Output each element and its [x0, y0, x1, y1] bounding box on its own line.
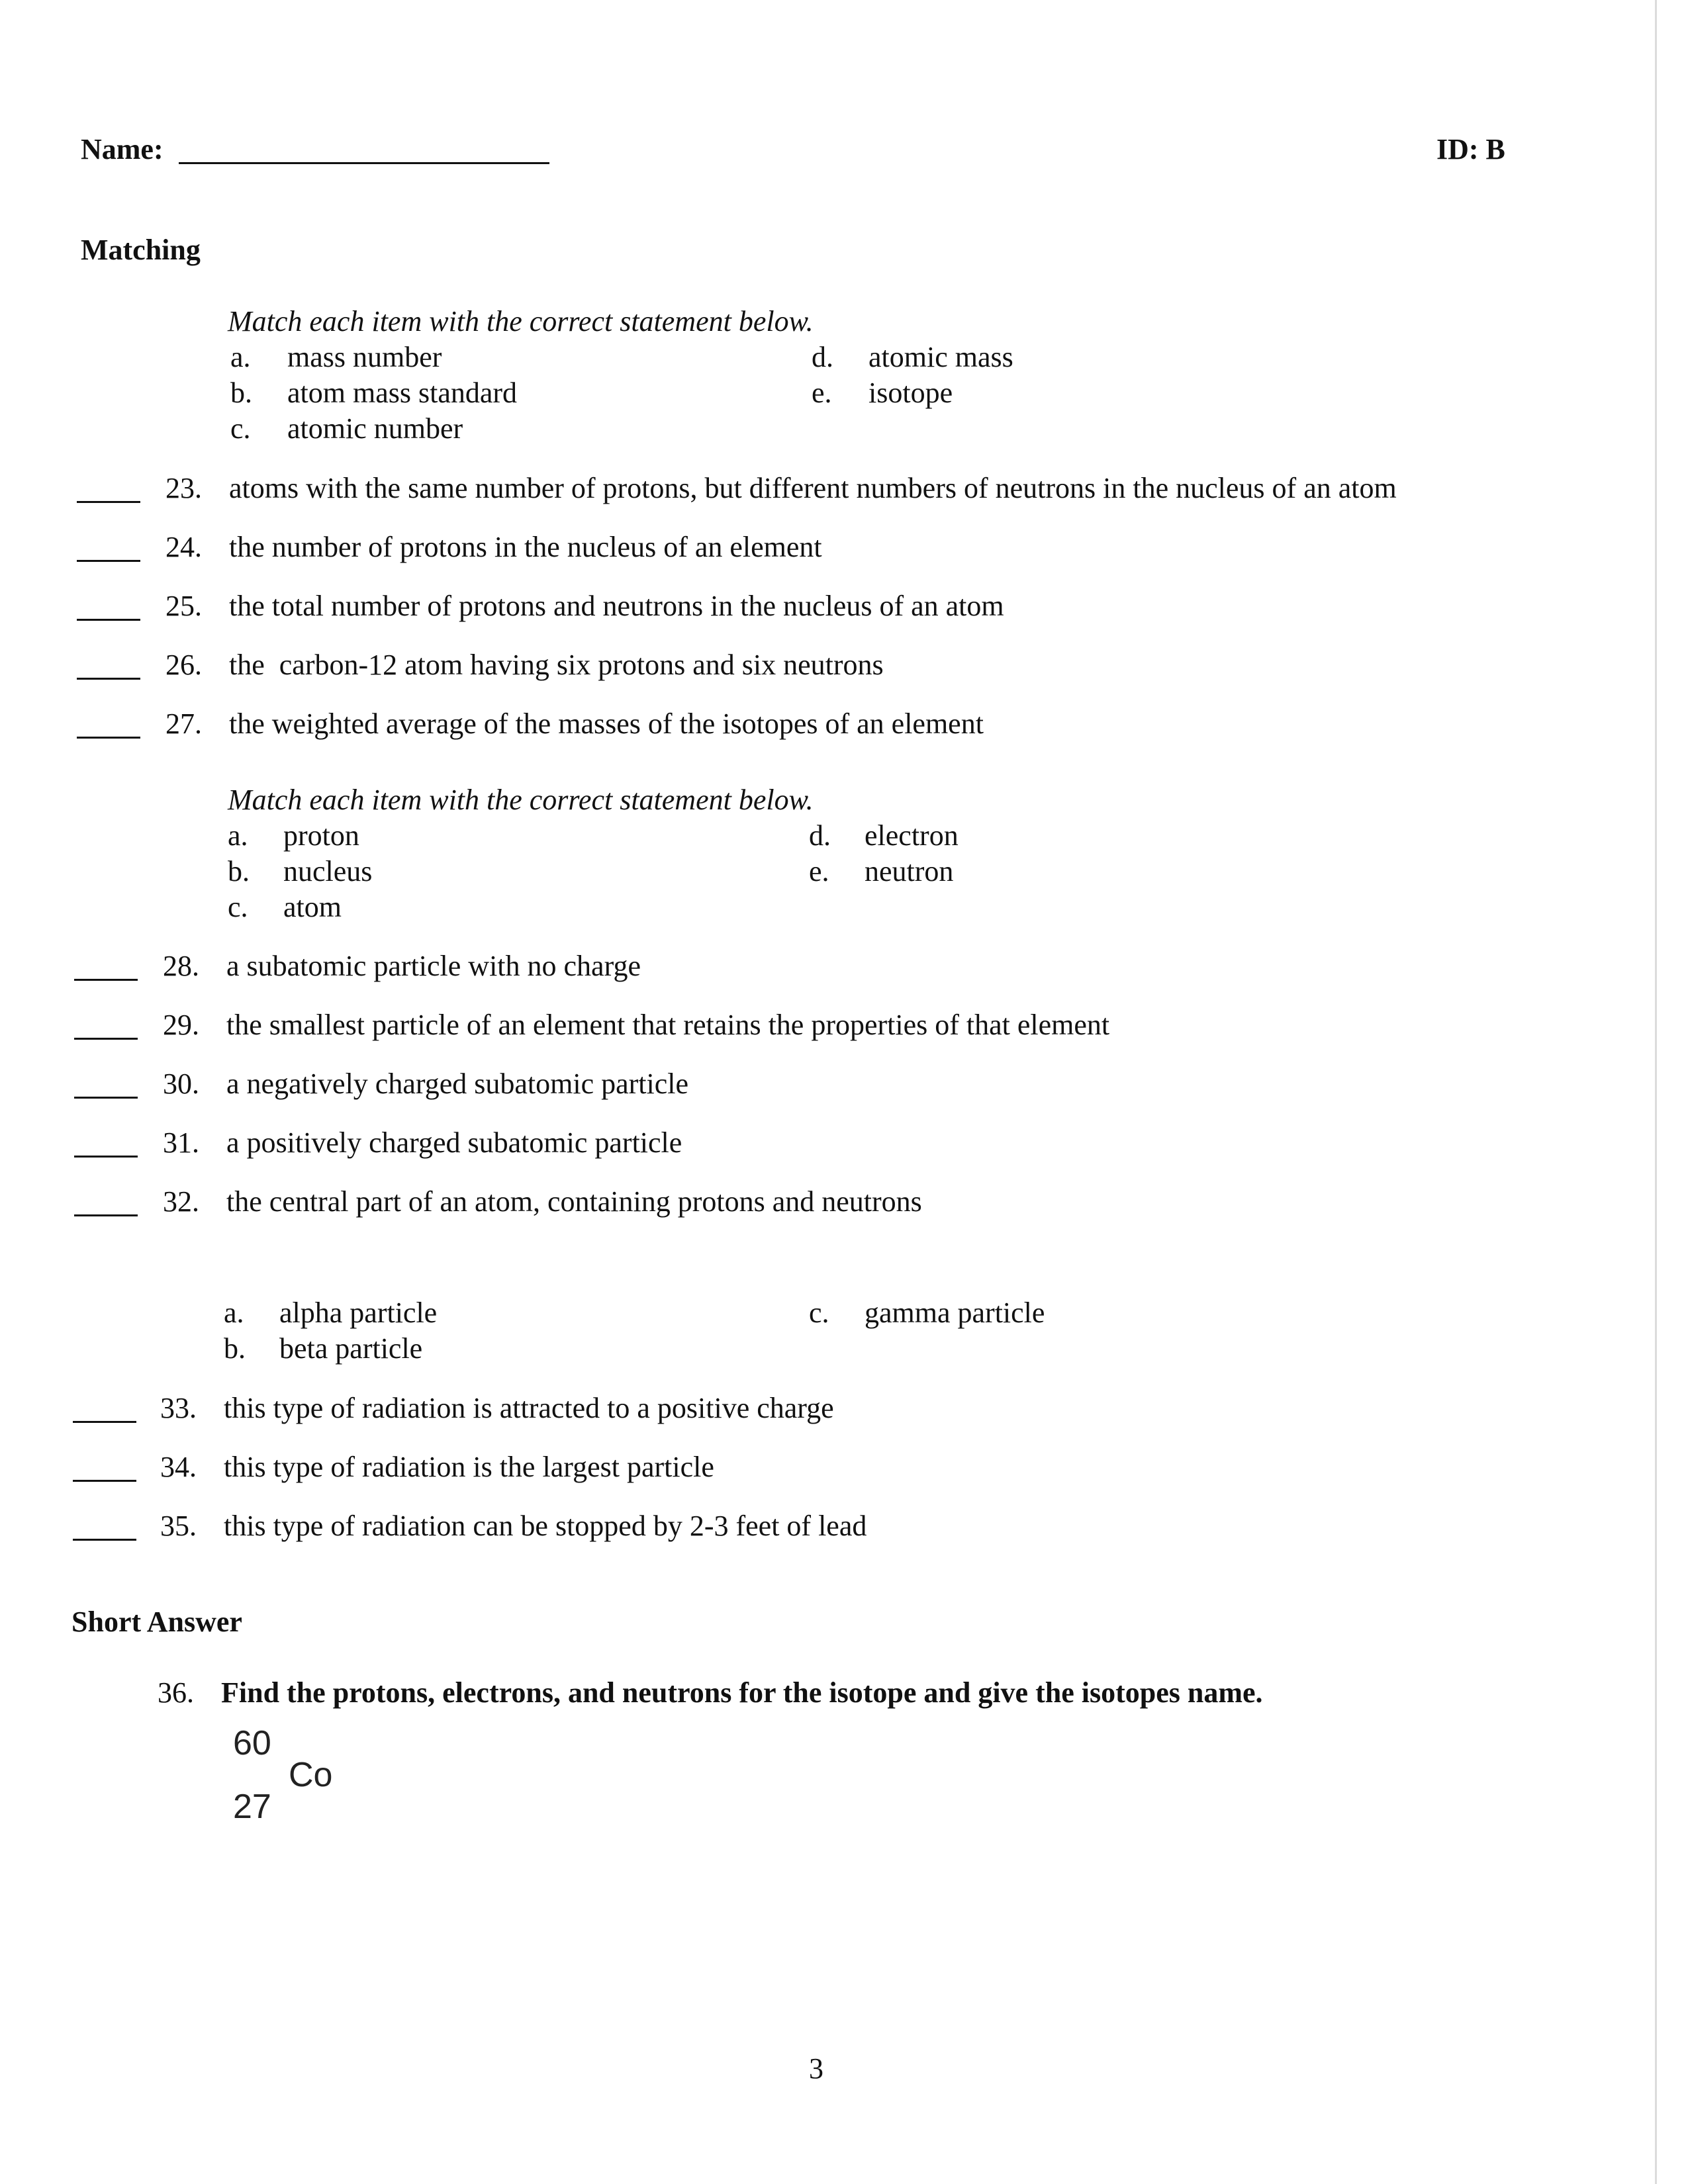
question-number: 24.: [165, 531, 202, 563]
option-letter: b.: [228, 855, 250, 887]
question-row: [74, 949, 138, 983]
option-text: beta particle: [279, 1332, 423, 1365]
option-text: atom: [283, 891, 342, 923]
question-row: [74, 1067, 138, 1101]
question-number: 26.: [165, 649, 202, 681]
question-row: [73, 1509, 136, 1543]
option-letter: c.: [228, 891, 248, 923]
question-row: [77, 707, 140, 741]
question-text: the number of protons in the nucleus of an element: [229, 531, 822, 563]
option-text: proton: [283, 819, 359, 852]
question-row: [77, 589, 140, 623]
question-text: a subatomic particle with no charge: [226, 950, 641, 982]
page-edge-shadow: [1655, 0, 1657, 2184]
group2-instruction: Match each item with the correct statement below.: [228, 784, 814, 816]
question-row: [73, 1450, 136, 1484]
question-number: 35.: [160, 1510, 197, 1542]
option-letter: c.: [809, 1297, 829, 1329]
question-row: [73, 1391, 136, 1425]
option-text: gamma particle: [865, 1297, 1045, 1329]
option-text: atomic number: [287, 412, 463, 445]
answer-blank[interactable]: [77, 710, 140, 739]
option-letter: c.: [230, 412, 251, 445]
question-number: 30.: [163, 1068, 199, 1100]
answer-blank[interactable]: [74, 952, 138, 981]
name-input-blank[interactable]: [179, 136, 549, 164]
option-text: nucleus: [283, 855, 373, 887]
option-text: electron: [865, 819, 959, 852]
name-line: [81, 132, 549, 166]
answer-blank[interactable]: [74, 1011, 138, 1040]
option-text: mass number: [287, 341, 442, 373]
question-number: 33.: [160, 1392, 197, 1424]
option-text: neutron: [865, 855, 954, 887]
answer-blank[interactable]: [77, 475, 140, 503]
option-letter: d.: [809, 819, 831, 852]
option-letter: a.: [224, 1297, 244, 1329]
option-letter: a.: [230, 341, 251, 373]
question-text: this type of radiation can be stopped by 2-3 feet of lead: [224, 1510, 867, 1542]
matching-section-title: Matching: [81, 234, 201, 266]
question-number: 29.: [163, 1009, 199, 1041]
option-letter: b.: [230, 377, 252, 409]
option-text: isotope: [868, 377, 953, 409]
option-text: atomic mass: [868, 341, 1013, 373]
option-letter: d.: [812, 341, 833, 373]
option-letter: a.: [228, 819, 248, 852]
group1-instruction: Match each item with the correct statement below.: [228, 305, 814, 338]
answer-blank[interactable]: [73, 1512, 136, 1541]
option-letter: b.: [224, 1332, 246, 1365]
answer-blank[interactable]: [73, 1453, 136, 1482]
question-text: the carbon-12 atom having six protons and six neutrons: [229, 649, 884, 681]
short-answer-section-title: Short Answer: [71, 1606, 242, 1638]
question-text: a positively charged subatomic particle: [226, 1126, 682, 1159]
isotope-mass-number: 60: [233, 1724, 271, 1762]
answer-blank[interactable]: [73, 1394, 136, 1423]
question-text: atoms with the same number of protons, but different numbers of neutrons in the nucleus of an atom: [229, 472, 1397, 504]
name-label: Name:: [81, 133, 164, 165]
question-text: the total number of protons and neutrons in the nucleus of an atom: [229, 590, 1004, 622]
question-text: this type of radiation is attracted to a positive charge: [224, 1392, 834, 1424]
question-number: 23.: [165, 472, 202, 504]
question-text: this type of radiation is the largest particle: [224, 1451, 714, 1483]
question-text: a negatively charged subatomic particle: [226, 1068, 689, 1100]
answer-blank[interactable]: [74, 1129, 138, 1158]
id-label: ID: B: [1436, 133, 1505, 165]
question-number: 32.: [163, 1185, 199, 1218]
question-number: 28.: [163, 950, 199, 982]
isotope-atomic-number: 27: [233, 1788, 271, 1826]
answer-blank[interactable]: [74, 1188, 138, 1216]
question-row: [77, 471, 140, 505]
question-text: the central part of an atom, containing protons and neutrons: [226, 1185, 922, 1218]
page-number: 3: [809, 2052, 823, 2085]
question-number: 34.: [160, 1451, 197, 1483]
question-number: 27.: [165, 707, 202, 740]
answer-blank[interactable]: [77, 592, 140, 621]
question-text: the weighted average of the masses of the isotopes of an element: [229, 707, 984, 740]
question-text: Find the protons, electrons, and neutrons for the isotope and give the isotopes name.: [221, 1676, 1263, 1709]
option-text: alpha particle: [279, 1297, 438, 1329]
question-row: [74, 1126, 138, 1160]
question-text: the smallest particle of an element that retains the properties of that element: [226, 1009, 1110, 1041]
question-row: [74, 1185, 138, 1218]
option-text: atom mass standard: [287, 377, 518, 409]
question-row: [74, 1008, 138, 1042]
question-number: 25.: [165, 590, 202, 622]
answer-blank[interactable]: [74, 1070, 138, 1099]
isotope-symbol: Co: [289, 1756, 333, 1794]
question-number: 31.: [163, 1126, 199, 1159]
answer-blank[interactable]: [77, 533, 140, 562]
question-number: 36.: [158, 1676, 194, 1709]
answer-blank[interactable]: [77, 651, 140, 680]
option-letter: e.: [809, 855, 829, 887]
question-row: [77, 648, 140, 682]
option-letter: e.: [812, 377, 832, 409]
question-row: [77, 530, 140, 564]
